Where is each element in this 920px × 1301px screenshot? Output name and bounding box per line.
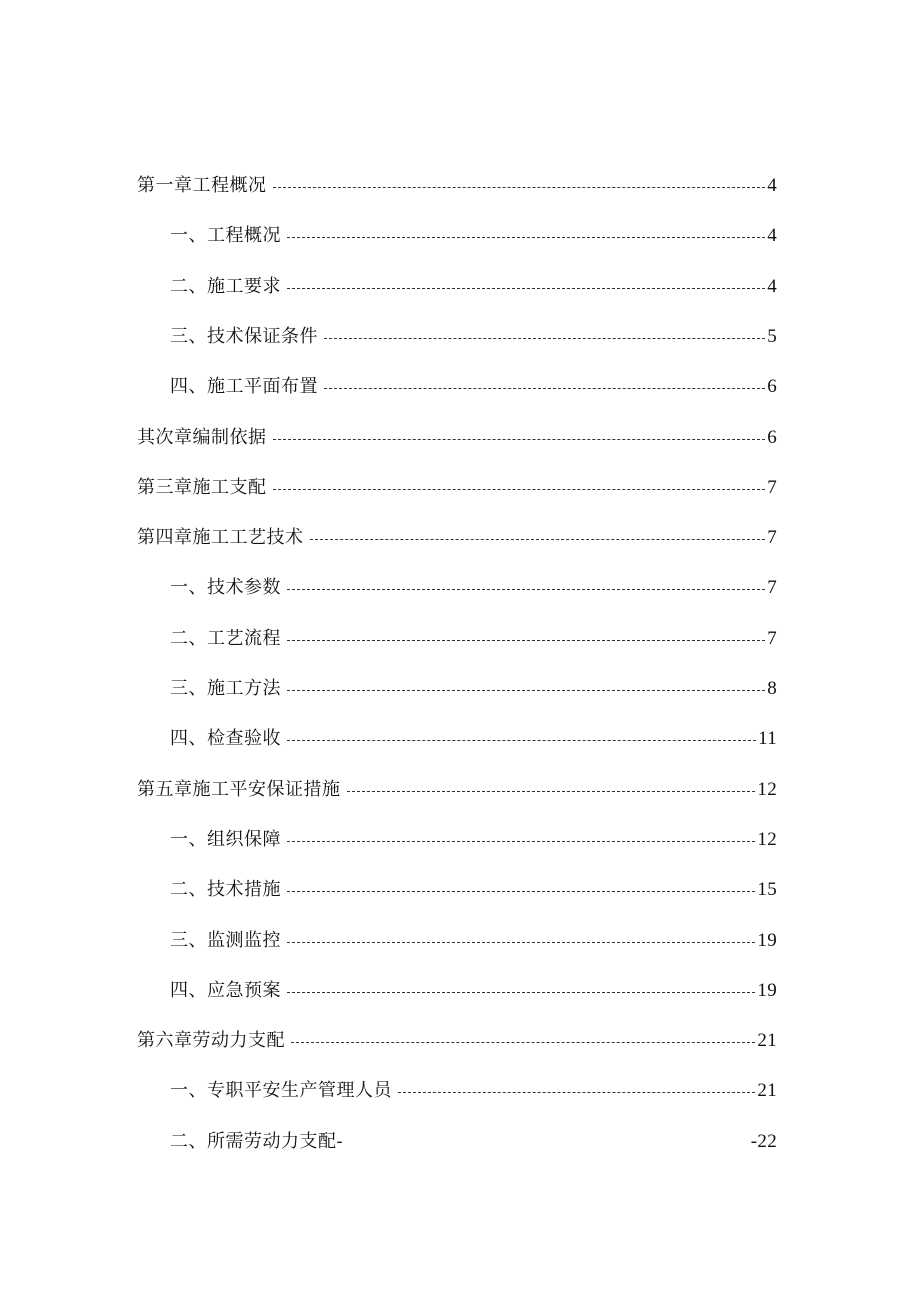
toc-dot-leader [287, 841, 755, 842]
toc-entry-label: 四、应急预案 [170, 980, 281, 1001]
toc-page-number: -22 [750, 1131, 777, 1152]
toc-section-entry[interactable] [170, 373, 777, 401]
toc-dot-leader [287, 589, 765, 590]
toc-dot-leader [287, 237, 765, 238]
toc-dot-leader [324, 388, 765, 389]
toc-dot-leader [287, 992, 755, 993]
toc-dot-leader [287, 891, 755, 892]
toc-section-entry[interactable] [170, 222, 777, 250]
toc-dot-leader [287, 690, 765, 691]
toc-entry-label: 三、施工方法 [170, 678, 281, 699]
toc-chapter-entry[interactable] [137, 524, 777, 552]
toc-dot-leader [287, 740, 756, 741]
toc-entry-label: 二、施工要求 [170, 276, 281, 297]
toc-entry-label: 二、所需劳动力支配- [170, 1131, 344, 1152]
toc-page-number: 21 [757, 1080, 777, 1101]
toc-entry-label: 第六章劳动力支配 [137, 1030, 285, 1051]
toc-dot-leader [324, 338, 765, 339]
toc-section-entry[interactable] [170, 725, 777, 753]
toc-section-entry[interactable] [170, 876, 777, 904]
toc-page-number: 4 [767, 175, 777, 196]
toc-page-number: 6 [767, 376, 777, 397]
toc-dot-leader [291, 1042, 755, 1043]
toc-page-number: 19 [757, 930, 777, 951]
toc-entry-label: 第三章施工支配 [137, 477, 267, 498]
toc-page-number: 11 [758, 728, 777, 749]
toc-section-entry[interactable] [170, 927, 777, 955]
toc-chapter-entry[interactable] [137, 474, 777, 502]
toc-dot-leader [287, 640, 765, 641]
toc-section-entry[interactable] [170, 574, 777, 602]
toc-entry-label: 二、工艺流程 [170, 628, 281, 649]
toc-page-number: 21 [757, 1030, 777, 1051]
toc-page-number: 5 [767, 326, 777, 347]
toc-entry-label: 一、技术参数 [170, 577, 281, 598]
toc-entry-label: 第四章施工工艺技术 [137, 527, 304, 548]
toc-page-number: 12 [757, 829, 777, 850]
toc-section-entry[interactable] [170, 625, 777, 653]
toc-page-number: 7 [767, 577, 777, 598]
toc-section-entry[interactable] [170, 323, 777, 351]
toc-dot-leader [310, 539, 766, 540]
toc-entry-label: 三、监测监控 [170, 930, 281, 951]
toc-entry-label: 一、工程概况 [170, 225, 281, 246]
toc-dot-leader [273, 439, 766, 440]
toc-page-number: 19 [757, 980, 777, 1001]
toc-section-entry[interactable] [170, 1077, 777, 1105]
toc-page-number: 7 [767, 477, 777, 498]
toc-page-number: 4 [767, 276, 777, 297]
toc-section-entry[interactable] [170, 977, 777, 1005]
toc-page-number: 7 [767, 527, 777, 548]
toc-chapter-entry[interactable] [137, 776, 777, 804]
toc-dot-leader [287, 942, 755, 943]
toc-section-entry[interactable] [170, 273, 777, 301]
toc-dot-leader [273, 489, 766, 490]
toc-chapter-entry[interactable] [137, 424, 777, 452]
toc-entry-label: 二、技术措施 [170, 879, 281, 900]
toc-entry-label: 一、专职平安生产管理人员 [170, 1080, 392, 1101]
toc-dot-leader [398, 1092, 755, 1093]
toc-page-number: 6 [767, 427, 777, 448]
toc-page-number: 8 [767, 678, 777, 699]
toc-dot-leader [287, 288, 765, 289]
toc-section-entry[interactable] [170, 826, 777, 854]
toc-page-number: 4 [767, 225, 777, 246]
toc-page-number: 12 [757, 779, 777, 800]
toc-entry-label: 四、施工平面布置 [170, 376, 318, 397]
toc-entry-label: 其次章编制依据 [137, 427, 267, 448]
toc-section-entry[interactable] [170, 675, 777, 703]
toc-page-number: 15 [757, 879, 777, 900]
toc-entry-label: 三、技术保证条件 [170, 326, 318, 347]
toc-entry-label: 四、检查验收 [170, 728, 281, 749]
toc-page-number: 7 [767, 628, 777, 649]
toc-section-entry[interactable] [170, 1128, 777, 1156]
toc-chapter-entry[interactable] [137, 172, 777, 200]
toc-dot-leader [273, 187, 766, 188]
toc-entry-label: 第一章工程概况 [137, 175, 267, 196]
toc-dot-leader [347, 791, 756, 792]
toc-entry-label: 一、组织保障 [170, 829, 281, 850]
toc-entry-label: 第五章施工平安保证措施 [137, 779, 341, 800]
toc-chapter-entry[interactable] [137, 1027, 777, 1055]
